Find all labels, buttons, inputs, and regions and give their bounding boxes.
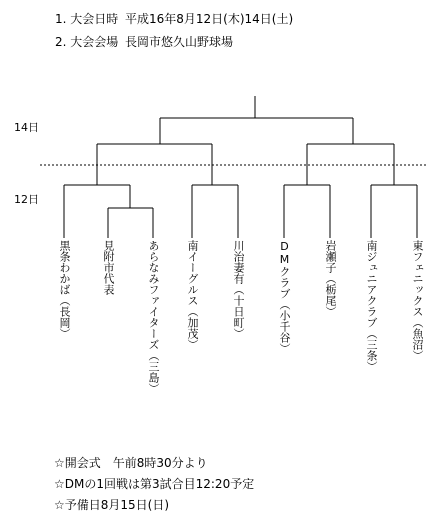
note-dm-first-round: ☆DMの1回戦は第3試合目12:20予定 — [54, 477, 255, 491]
team-aranami-fighters: あらなみファイターズ（三島） — [147, 240, 160, 394]
venue-value: 長岡市悠久山野球場 — [125, 35, 234, 49]
event-date-label: 1. 大会日時 — [55, 12, 119, 26]
team-higashi-phoenix: 東フェニックス（魚沼） — [411, 240, 424, 361]
team-minami-eagles: 南イーグルス（加茂） — [186, 240, 199, 350]
team-mitsuke-city: 見附市代表 — [102, 240, 115, 295]
note-opening-ceremony: ☆開会式 午前8時30分より — [54, 456, 208, 470]
note-reserve-day: ☆予備日8月15日(日) — [54, 498, 170, 512]
team-minami-junior-club: 南ジュニアクラブ（三条） — [365, 240, 378, 372]
team-dm-club: DMクラブ（小千谷） — [278, 240, 291, 354]
day-label-14: 14日 — [14, 121, 39, 134]
venue-label: 2. 大会会場 — [55, 35, 119, 49]
team-kawaji-tsumari: 川治妻有（十日町） — [232, 240, 245, 339]
team-kurojo-wakaba: 黒条わかば（長岡） — [58, 240, 71, 339]
day-label-12: 12日 — [14, 193, 39, 206]
event-date-value: 平成16年8月12日(木)14日(土) — [125, 12, 294, 26]
team-iwaseko: 岩瀬子（栃尾） — [324, 240, 337, 317]
